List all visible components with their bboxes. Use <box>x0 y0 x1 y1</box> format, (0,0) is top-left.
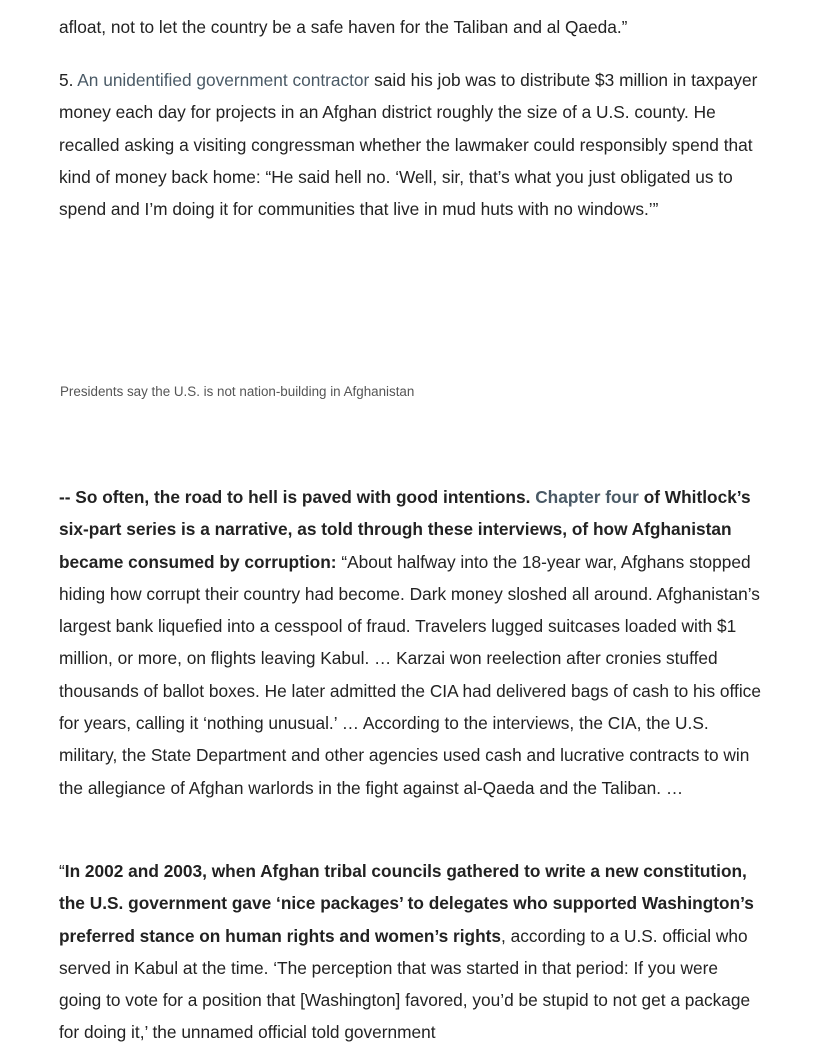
bold-rest: of Whitlock’s six-part series is a narrative, as told through these interviews, of how Afghanistan became consumed by corruption: <box>59 487 751 572</box>
paragraph-text: said his job was to distribute $3 million in taxpayer money each day for projects in an Afghan district roughly the size of a U.S. county. He recalled asking a visiting congressman whether the lawmaker could responsibly spend that kind of money back home: “He said hell no. ‘Well, sir, that’s what you just obligated us to spend and I’m doing it for communities that live in mud huts with no windows.’” <box>59 70 758 220</box>
paragraph-constitution <box>59 855 763 1049</box>
paragraph-text: afloat, not to let the country be a safe haven for the Taliban and al Qaeda.” <box>59 17 628 37</box>
paragraph-contractor <box>59 64 763 225</box>
contractor-link[interactable]: An unidentified government contractor <box>77 70 370 90</box>
paragraph-text: , according to a U.S. official who served in Kabul at the time. ‘The perception that was started in that period: If you were going to vote for a position that [Washington] favored, you’d be stupid to not get a package for doing it,’ the unnamed official told government <box>59 925 751 1043</box>
bold-text: In 2002 and 2003, when Afghan tribal councils gathered to write a new constitution, the U.S. government gave ‘nice packages’ to delegates who supported Washington’s preferred stance on human rights and women’s rights <box>59 861 754 946</box>
bold-lead: -- So often, the road to hell is paved with good intentions. <box>59 487 536 507</box>
paragraph-chapter-four <box>59 481 763 804</box>
paragraph-afloat <box>59 11 763 43</box>
list-number: 5. <box>59 70 78 90</box>
open-quote: “ <box>59 861 65 881</box>
chapter-four-link[interactable]: Chapter four <box>535 487 639 507</box>
video-caption: Presidents say the U.S. is not nation-building in Afghanistan <box>60 384 415 399</box>
paragraph-text: “About halfway into the 18-year war, Afghans stopped hiding how corrupt their country had become. Dark money sloshed all around. Afghanistan’s largest bank liquefied into a cesspool of fraud. Travelers lugged suitcases loaded with $1 million, or more, on flights leaving Kabul. … Karzai won reelection after cronies stuffed thousands of ballot boxes. He later admitted the CIA had delivered bags of cash to his office for years, calling it ‘nothing unusual.’ … According to the interviews, the CIA, the U.S. military, the State Department and other agencies used cash and lucrative contracts to win the allegiance of Afghan warlords in the fight against al-Qaeda and the Taliban. … <box>59 551 761 798</box>
